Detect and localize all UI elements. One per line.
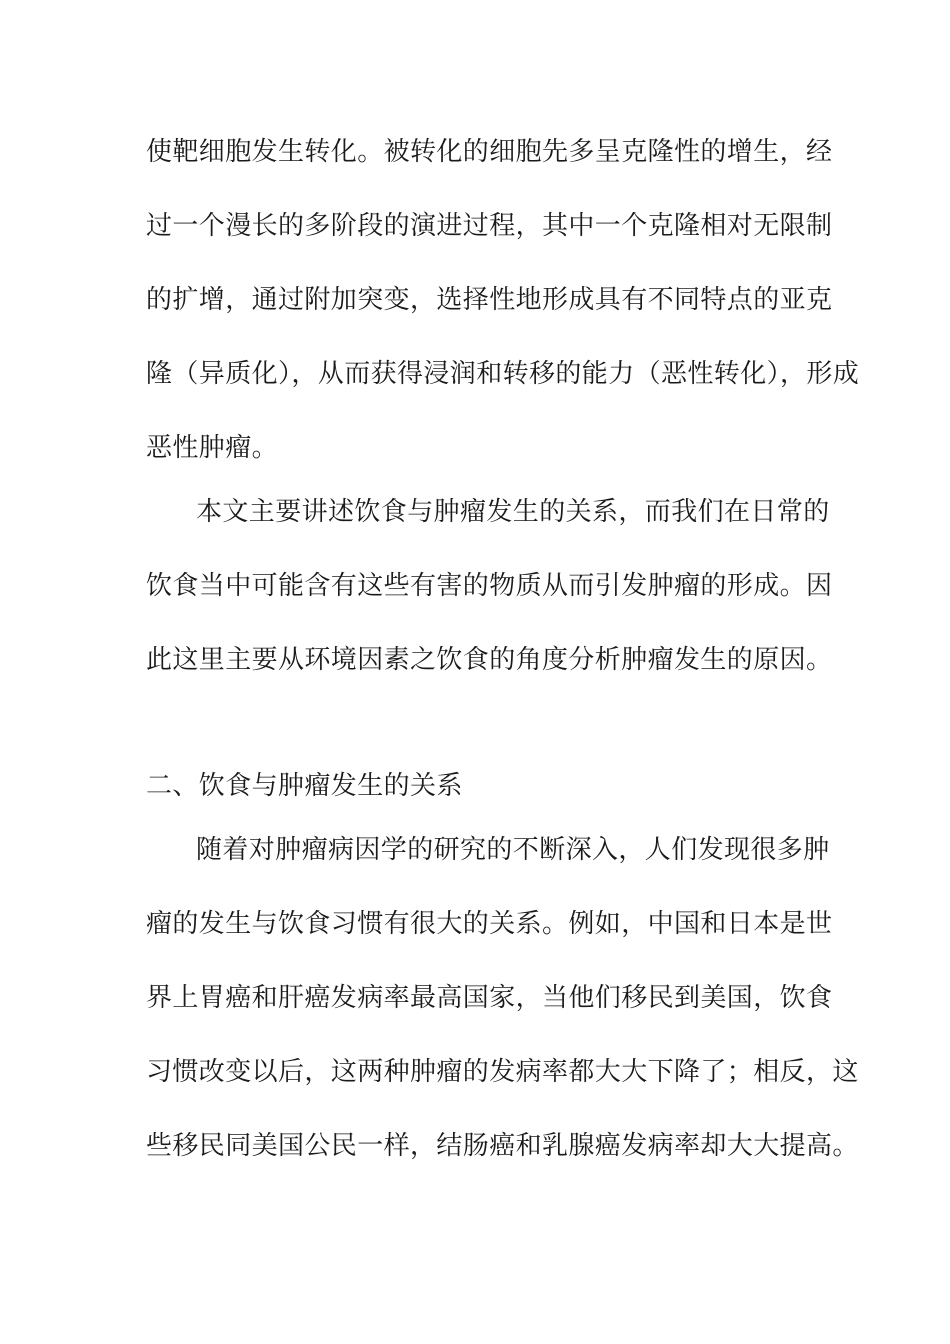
text-line: 使靶细胞发生转化。被转化的细胞先多呈克隆性的增生，经 — [146, 137, 833, 167]
text-line: 此这里主要从环境因素之饮食的角度分析肿瘤发生的原因。 — [146, 645, 833, 675]
text-line: 恶性肿瘤。 — [146, 433, 279, 463]
text-line: 习惯改变以后，这两种肿瘤的发病率都大大下降了；相反，这 — [146, 1057, 859, 1087]
section-heading: 二、饮食与肿瘤发生的关系 — [146, 771, 463, 801]
text-line: 饮食当中可能含有这些有害的物质从而引发肿瘤的形成。因 — [146, 571, 833, 601]
text-line: 随着对肿瘤病因学的研究的不断深入，人们发现很多肿 — [196, 835, 830, 865]
text-line: 的扩增，通过附加突变，选择性地形成具有不同特点的亚克 — [146, 285, 833, 315]
text-line: 瘤的发生与饮食习惯有很大的关系。例如，中国和日本是世 — [146, 909, 833, 939]
text-line: 过一个漫长的多阶段的演进过程，其中一个克隆相对无限制 — [146, 211, 833, 241]
text-line: 本文主要讲述饮食与肿瘤发生的关系，而我们在日常的 — [196, 497, 830, 527]
text-line: 界上胃癌和肝癌发病率最高国家，当他们移民到美国，饮食 — [146, 983, 833, 1013]
text-line: 些移民同美国公民一样，结肠癌和乳腺癌发病率却大大提高。 — [146, 1131, 859, 1161]
text-line: 隆（异质化），从而获得浸润和转移的能力（恶性转化），形成 — [146, 359, 860, 389]
